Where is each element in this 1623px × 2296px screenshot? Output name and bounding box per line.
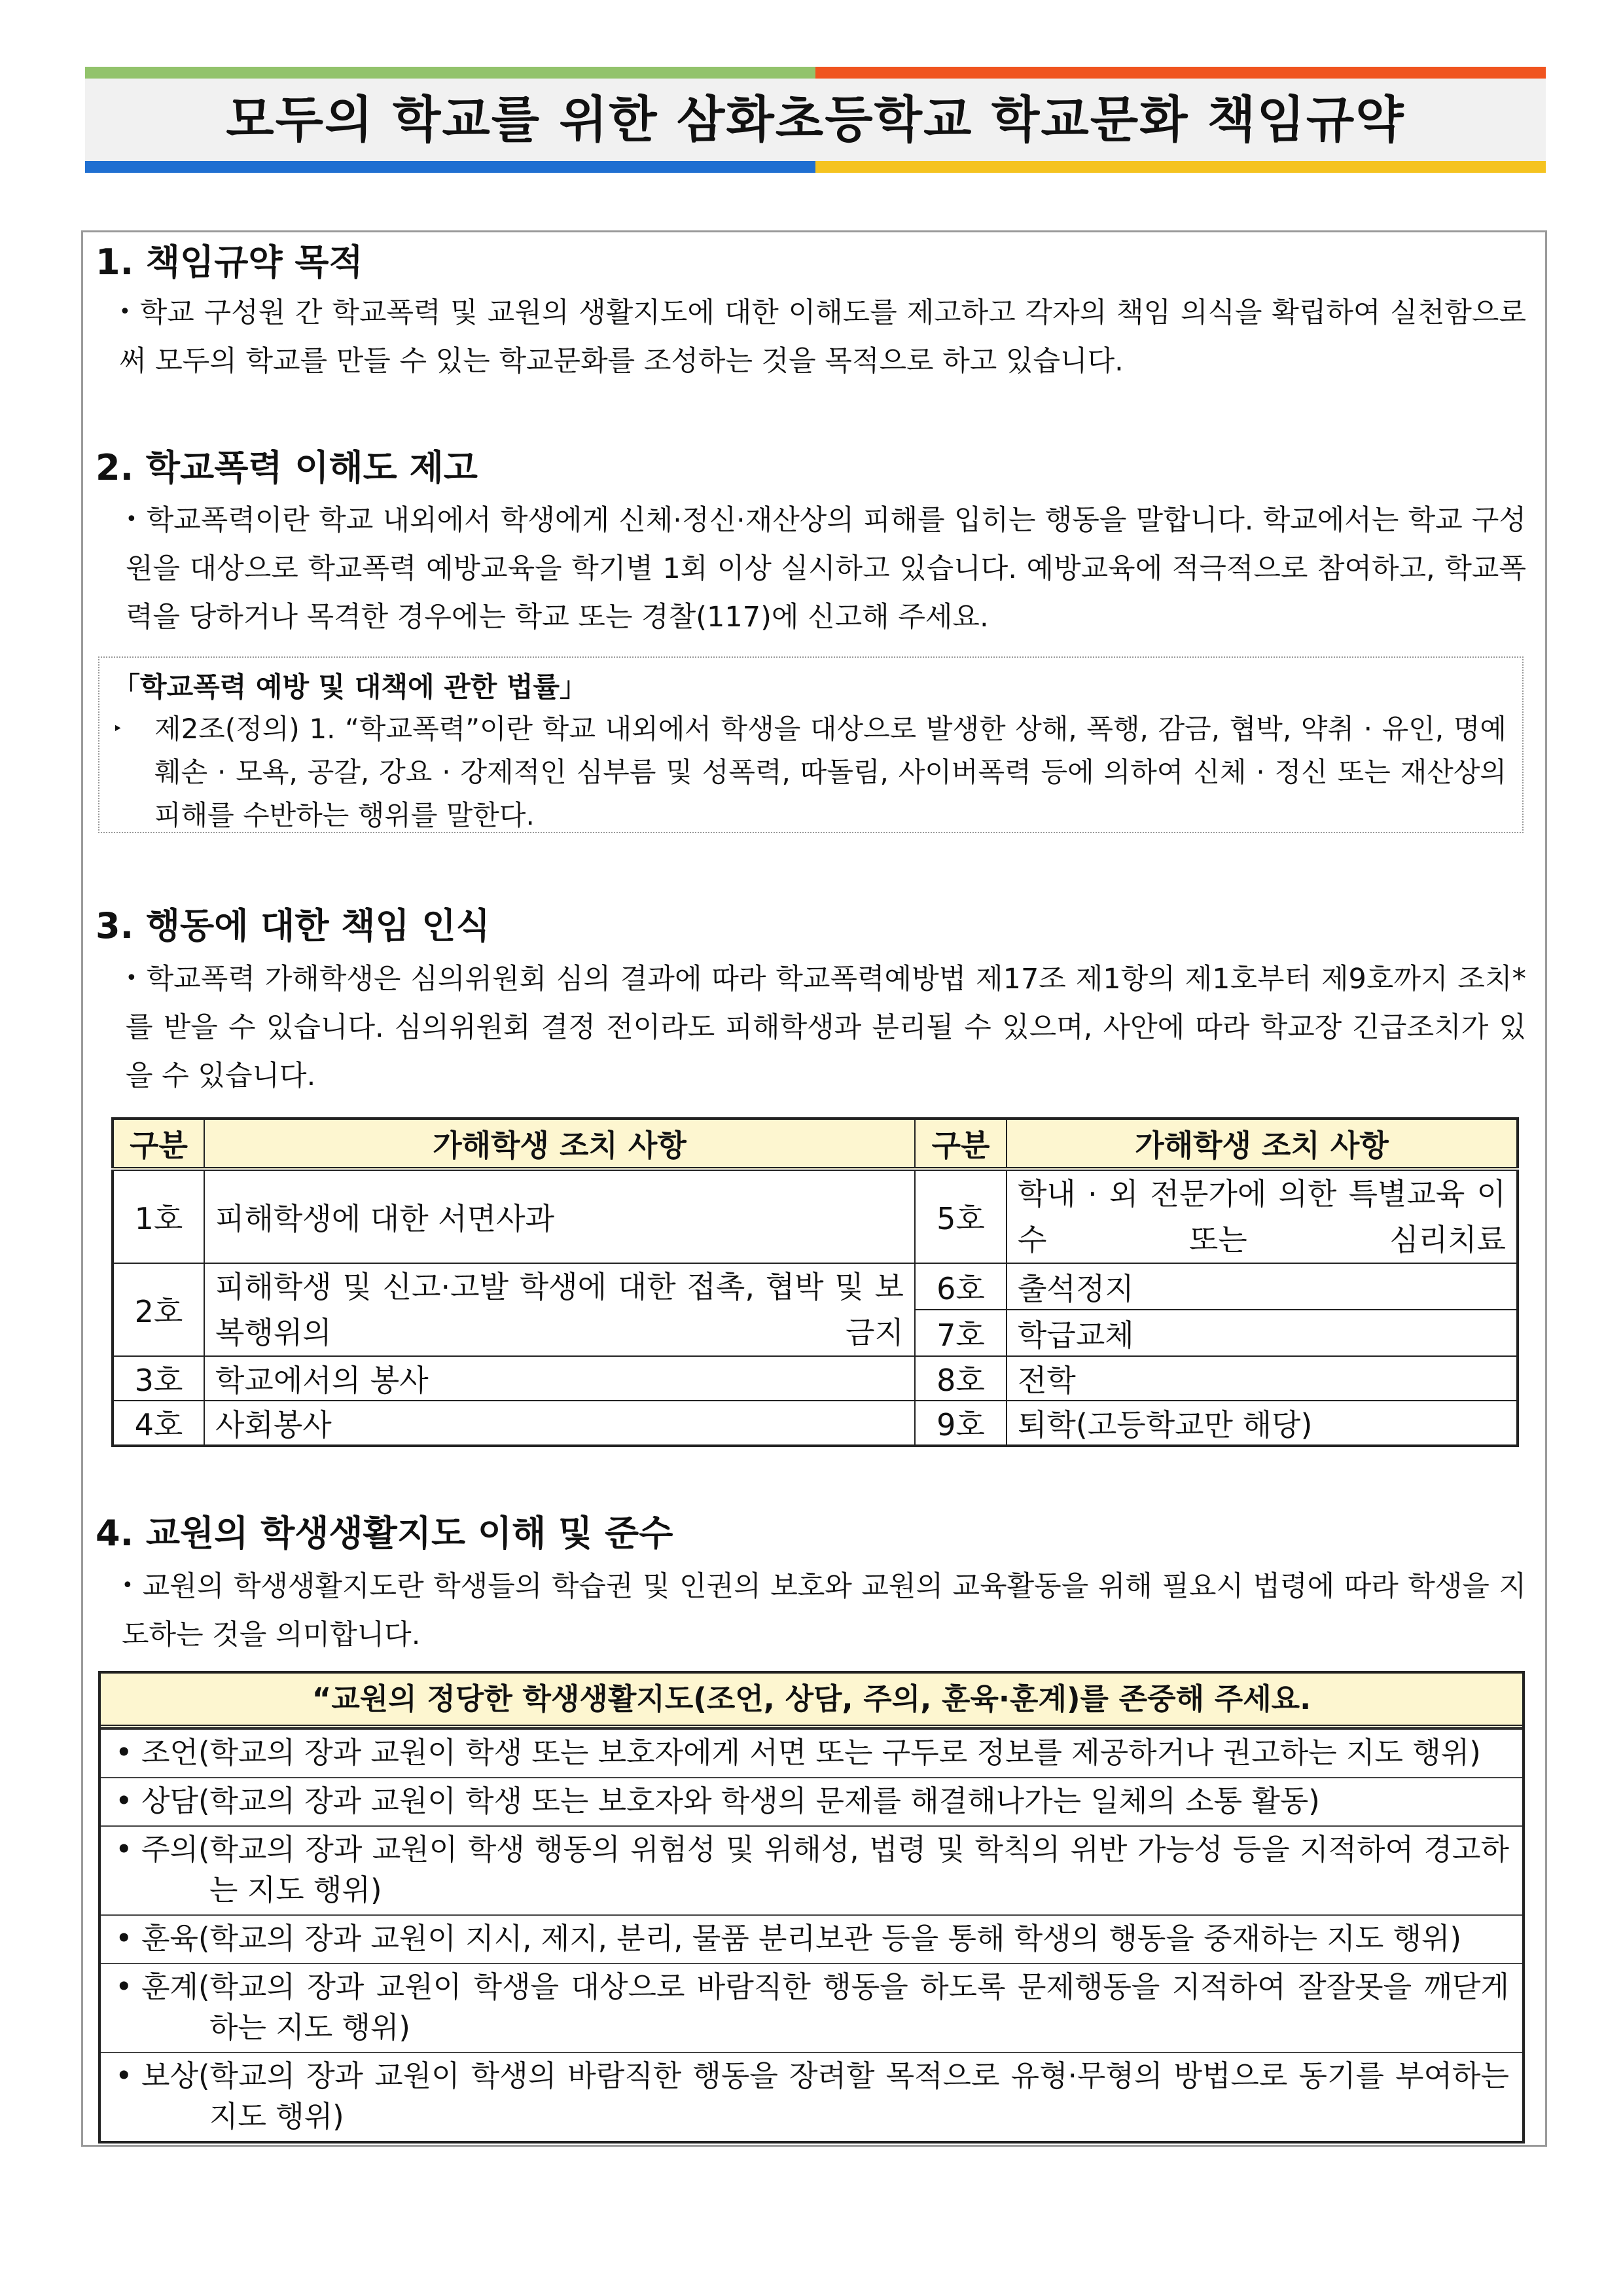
measures-table [111,1117,1519,1447]
law-body [113,708,1507,831]
table-row [113,1263,1518,1310]
section2-heading: 2. 학교폭력 이해도 제고 [96,447,478,488]
table-row [113,1401,1518,1446]
table-header: 가해학생 조치 사항 [1007,1119,1518,1169]
section3-text: 학교폭력 가해학생은 심의위원회 심의 결과에 따라 학교폭력예방법 제17조 제1항의 제1호부터 제9호까지 조치*를 받을 수 있습니다. 심의위원회 결정 전이라도 피해학생과 분리될 수 있으며, 사안에 따라 학교장 긴급조치가 있을 수 있습니다. [126,963,1526,1092]
measure-desc-cell [1007,1169,1518,1263]
measure-desc: 출석정지 [1007,1263,1518,1310]
measure-number: 9호 [915,1401,1007,1446]
guidance-item-text: 훈육(학교의 장과 교원이 지시, 제지, 분리, 물품 분리보관 등을 통해 학생의 행동을 중재하는 지도 행위) [141,1921,1462,1956]
bullet-icon: • [115,1969,133,2004]
measure-desc: 학급교체 [1007,1310,1518,1356]
guidance-item-text: 상담(학교의 장과 교원이 학생 또는 보호자와 학생의 문제를 해결해나가는 일체의 소통 활동) [141,1784,1320,1818]
bullet-icon: • [115,2058,133,2093]
measure-desc: 사회봉사 [204,1401,915,1446]
measure-number: 3호 [113,1356,204,1401]
section3-paragraph [126,954,1526,1100]
section4-heading: 4. 교원의 학생생활지도 이해 및 준수 [96,1513,673,1554]
bullet-icon: • [126,508,137,531]
title-bar-orange [815,67,1546,79]
measure-desc: 학내 · 외 전문가에 의한 특별교육 이수 또는 심리치료 [1018,1176,1506,1257]
measure-number: 1호 [113,1169,204,1263]
law-text: 제2조(정의) 1. “학교폭력”이란 학교 내외에서 학생을 대상으로 발생한 상해, 폭행, 감금, 협박, 약취 · 유인, 명예훼손 · 모욕, 공갈, 강요 · 강제적인 심부름 및 성폭력, 따돌림, 사이버폭력 등에 의하여 신체 · 정신 또는 재산상의 피해를 수반하는 행위를 말한다. [154,713,1507,831]
measure-desc: 퇴학(고등학교만 해당) [1007,1401,1518,1446]
title-banner [85,67,1546,173]
measure-number: 4호 [113,1401,204,1446]
guidance-item-text: 조언(학교의 장과 교원이 학생 또는 보호자에게 서면 또는 구두로 정보를 제공하거나 권고하는 지도 행위) [141,1735,1481,1770]
measure-desc: 전학 [1007,1356,1518,1401]
section4-text: 교원의 학생생활지도란 학생들의 학습권 및 인권의 보호와 교원의 교육활동을 위해 필요시 법령에 따라 학생을 지도하는 것을 의미합니다. [122,1570,1526,1651]
triangle-bullet-icon: ‣ [113,719,123,739]
bullet-icon: • [126,967,137,990]
measure-number: 6호 [915,1263,1007,1310]
guidance-item-text: 주의(학교의 장과 교원이 학생 행동의 위험성 및 위해성, 법령 및 학칙의 위반 가능성 등을 지적하여 경고하는 지도 행위) [141,1832,1509,1907]
section1-paragraph [119,288,1526,386]
section1-heading: 1. 책임규약 목적 [96,242,363,283]
guidance-box [98,1671,1525,2144]
table-row [113,1356,1518,1401]
title-bar-yellow [815,161,1546,173]
section2-paragraph [126,495,1526,641]
measure-number: 2호 [113,1263,204,1356]
list-item [101,1963,1522,2052]
table-row [113,1169,1518,1263]
measure-desc: 피해학생에 대한 서면사과 [204,1169,915,1263]
title-bar-green [85,67,815,79]
section3-heading: 3. 행동에 대한 책임 인식 [96,905,490,946]
bullet-icon: • [115,1735,133,1770]
measure-desc: 학교에서의 봉사 [204,1356,915,1401]
table-header-row [113,1119,1518,1169]
table-header: 구분 [113,1119,204,1169]
table-header: 가해학생 조치 사항 [204,1119,915,1169]
law-excerpt-box [98,656,1524,833]
bullet-icon: • [119,300,131,323]
measure-desc: 피해학생 및 신고·고발 학생에 대한 접촉, 협박 및 보복행위의 금지 [215,1269,904,1350]
title-bar-blue [85,161,815,173]
bullet-icon: • [115,1784,133,1818]
list-item [101,1825,1522,1914]
guidance-box-title: “교원의 정당한 학생생활지도(조언, 상담, 주의, 훈육·훈계)를 존중해 주세요. [101,1674,1522,1729]
page-title: 모두의 학교를 위한 삼화초등학교 학교문화 책임규약 [226,90,1405,149]
list-item [101,1777,1522,1825]
list-item [101,1729,1522,1777]
bullet-icon: • [115,1832,133,1867]
section1-text: 학교 구성원 간 학교폭력 및 교원의 생활지도에 대한 이해도를 제고하고 각자의 책임 의식을 확립하여 실천함으로써 모두의 학교를 만들 수 있는 학교문화를 조성하는 것을 목적으로 하고 있습니다. [119,296,1526,378]
measure-number: 7호 [915,1310,1007,1356]
list-item [101,1914,1522,1963]
measure-number: 8호 [915,1356,1007,1401]
guidance-item-text: 훈계(학교의 장과 교원이 학생을 대상으로 바람직한 행동을 하도록 문제행동을 지적하여 잘잘못을 깨닫게 하는 지도 행위) [141,1969,1509,2045]
list-item [101,2052,1522,2141]
bullet-icon: • [122,1574,134,1597]
bullet-icon: • [115,1921,133,1956]
section4-paragraph [122,1562,1526,1659]
table-header: 구분 [915,1119,1007,1169]
measure-desc-cell [204,1263,915,1356]
measure-number: 5호 [915,1169,1007,1263]
guidance-item-text: 보상(학교의 장과 교원이 학생의 바람직한 행동을 장려할 목적으로 유형·무형의 방법으로 동기를 부여하는 지도 행위) [141,2058,1509,2134]
law-title: 「학교폭력 예방 및 대책에 관한 법률」 [113,671,588,703]
section2-text: 학교폭력이란 학교 내외에서 학생에게 신체·정신·재산상의 피해를 입히는 행동을 말합니다. 학교에서는 학교 구성원을 대상으로 학교폭력 예방교육을 학기별 1회 이상 실시하고 있습니다. 예방교육에 적극적으로 참여하고, 학교폭력을 당하거나 목격한 경우에는 학교 또는 경찰(117)에 신고해 주세요. [126,504,1526,634]
